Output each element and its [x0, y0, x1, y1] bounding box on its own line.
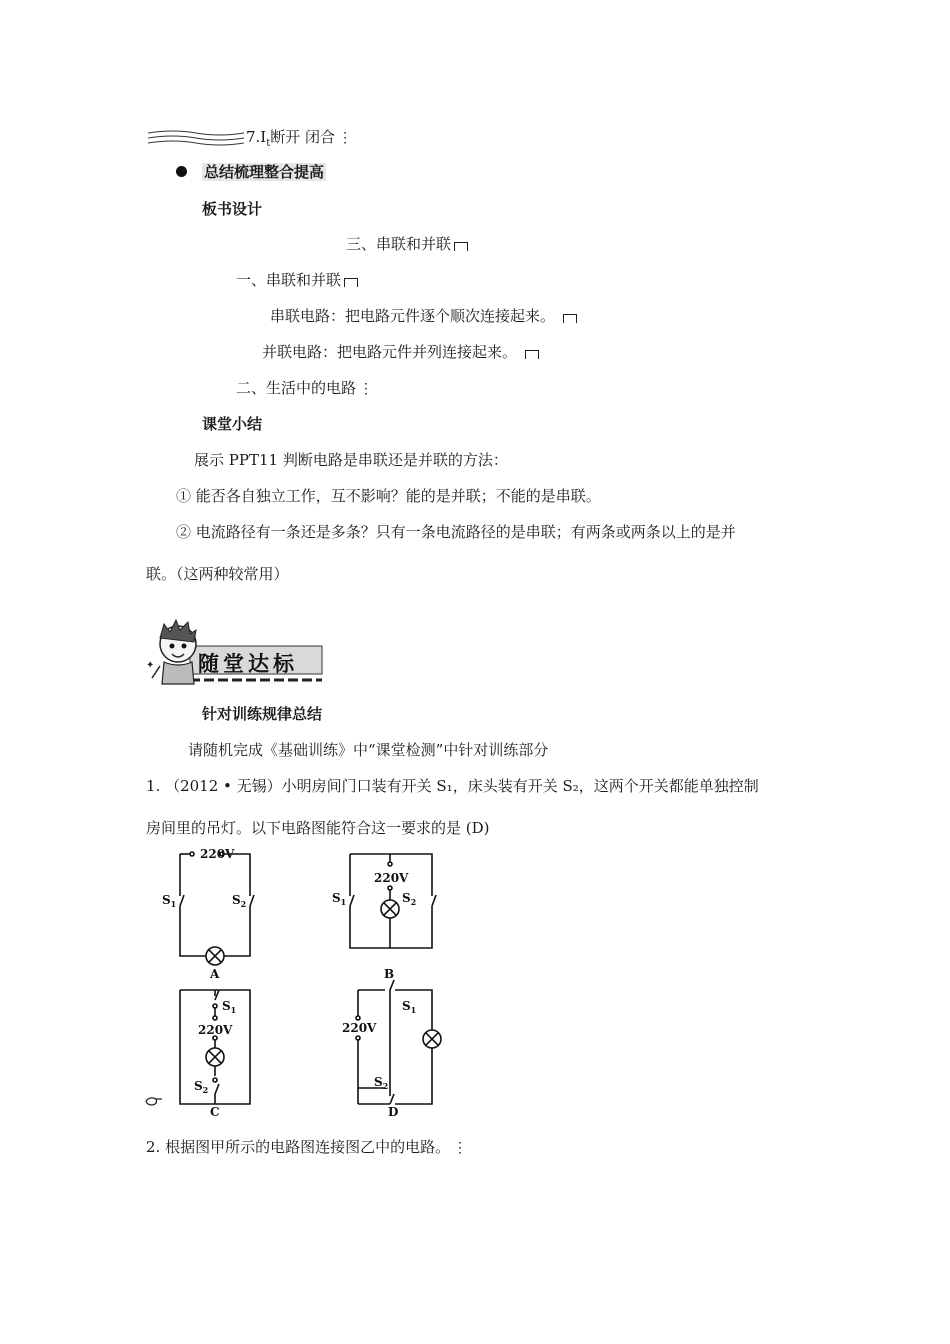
bullet-icon: [176, 166, 187, 177]
svg-text:✦: ✦: [146, 660, 155, 671]
practice-title: 针对训练规律总结: [202, 705, 323, 723]
question-1-line-2: 房间里的吊灯。以下电路图能符合这一要求的是 (D): [146, 819, 490, 837]
section-summary-heading: 总结梳理整合提高: [204, 163, 325, 181]
method-2: ② 电流路径有一条还是多条？只有一条电流路径的是串联；有两条或两条以上的是并: [176, 523, 736, 541]
class-summary-heading: 课堂小结: [202, 415, 263, 433]
circuit-diagrams: [140, 840, 460, 1119]
label-c-s2: $S_2$: [194, 1079, 209, 1095]
circuit-c: [180, 990, 250, 1104]
return-mark-icon: [563, 314, 577, 323]
label-b-voltage: 220V: [374, 871, 409, 885]
label-a: A: [210, 967, 220, 981]
label-d: D: [388, 1105, 399, 1119]
top-fragment: $7.I_t$断开 闭合 ⋮: [146, 127, 352, 154]
practice-banner: [146, 618, 326, 688]
method-1: ① 能否各自独立工作，互不影响？能的是并联；不能的是串联。: [176, 487, 601, 505]
return-mark-icon: [525, 350, 539, 359]
label-a-voltage: 220V: [200, 847, 235, 861]
label-a-s1: $S_1$: [162, 893, 177, 909]
series-definition: 串联电路：把电路元件逐个顺次连接起来。: [270, 306, 577, 326]
parallel-definition: 并联电路：把电路元件并列连接起来。: [262, 342, 539, 362]
circuit-d: [356, 980, 441, 1104]
label-b: B: [384, 967, 395, 981]
label-c-voltage: 220V: [198, 1023, 233, 1037]
board-item-1: 一、串联和并联: [236, 270, 358, 290]
question-1-line-1: 1. （2012 • 无锡）小明房间门口装有开关 S₁，床头装有开关 S₂，这两个开关都能单独控制: [146, 777, 759, 795]
board-design-heading: 板书设计: [202, 200, 263, 218]
label-a-s2: $S_2$: [232, 893, 247, 909]
board-title: 三、串联和并联: [346, 234, 468, 254]
hand-pointer-icon: [144, 1094, 164, 1108]
return-mark-icon: [454, 242, 468, 251]
label-d-voltage: 220V: [342, 1021, 377, 1035]
top-fragment-num: 7.I: [246, 128, 267, 146]
circuit-b: [350, 854, 436, 948]
method-2-continued: 联。（这两种较常用）: [146, 565, 289, 583]
wavy-lines-decoration: [146, 129, 246, 145]
label-d-s1: $S_1$: [402, 999, 417, 1015]
label-c: C: [210, 1105, 220, 1119]
practice-intro: 请随机完成《基础训练》中“课堂检测”中针对训练部分: [188, 741, 549, 759]
label-c-s1: $S_1$: [222, 999, 237, 1015]
ppt-line: 展示 PPT11 判断电路是串联还是并联的方法：: [194, 451, 508, 469]
label-b-s1: $S_1$: [332, 891, 347, 907]
label-d-s2: $S_2$: [374, 1075, 389, 1091]
banner-text: 随堂达标: [198, 652, 298, 676]
label-b-s2: $S_2$: [402, 891, 417, 907]
return-mark-icon: [344, 278, 358, 287]
board-item-2: 二、生活中的电路 ⋮: [236, 379, 374, 397]
question-2: 2. 根据图甲所示的电路图连接图乙中的电路。 ⋮: [146, 1138, 468, 1156]
